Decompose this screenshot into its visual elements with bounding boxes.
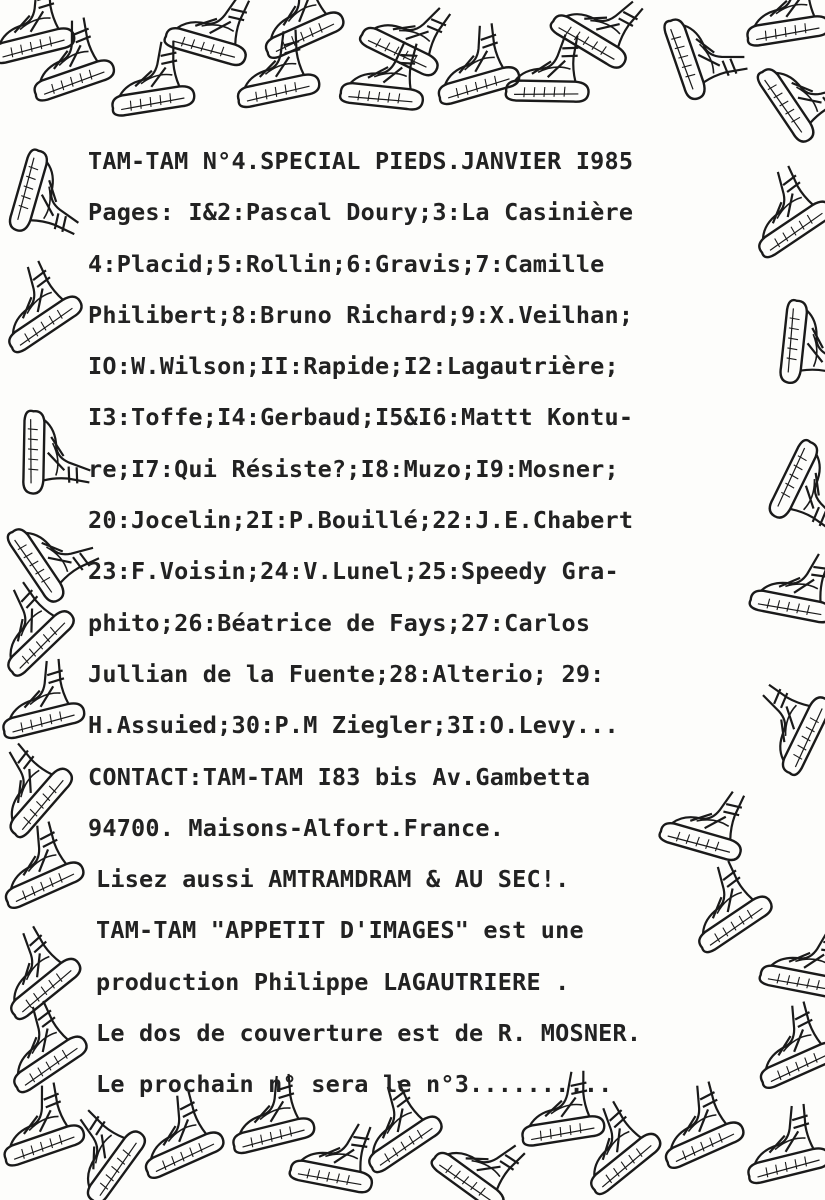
text-line: I3:Toffe;I4:Gerbaud;I5&I6:Mattt Kontu-: [88, 403, 634, 432]
contact-line: CONTACT:TAM-TAM I83 bis Av.Gambetta: [88, 762, 591, 791]
text-line: Pages: I&2:Pascal Doury;3:La Casinière: [88, 198, 634, 227]
text-line: H.Assuied;30:P.M Ziegler;3I:O.Levy...: [88, 711, 619, 740]
text-line: re;I7:Qui Résiste?;I8:Muzo;I9:Mosner;: [88, 454, 619, 483]
text-line: 4:Placid;5:Rollin;6:Gravis;7:Camille: [88, 249, 605, 278]
sandal-icon: [0, 0, 825, 147]
text-line: 23:F.Voisin;24:V.Lunel;25:Speedy Gra-: [88, 557, 619, 586]
text-line: Lisez aussi AMTRAMDRAM & AU SEC!.: [96, 865, 570, 894]
text-line: Philibert;8:Bruno Richard;9:X.Veilhan;: [88, 300, 634, 329]
text-line: 20:Jocelin;2I:P.Bouillé;22:J.E.Chabert: [88, 506, 634, 535]
text-line: Jullian de la Fuente;28:Alterio; 29:: [88, 659, 605, 688]
address-line: 94700. Maisons-Alfort.France.: [88, 813, 505, 842]
contents-text: [88, 136, 788, 1111]
text-line: phito;26:Béatrice de Fays;27:Carlos: [88, 608, 591, 637]
text-line: IO:W.Wilson;II:Rapide;I2:Lagautrière;: [88, 352, 619, 381]
text-line: Le dos de couverture est de R. MOSNER.: [96, 1019, 642, 1048]
text-line: production Philippe LAGAUTRIERE .: [96, 967, 570, 996]
title-line: TAM-TAM N°4.SPECIAL PIEDS.JANVIER I985: [88, 147, 634, 175]
text-line: TAM-TAM "APPETIT D'IMAGES" est une: [96, 916, 584, 945]
text-line: Le prochain n° sera le n°3..........: [96, 1070, 613, 1099]
